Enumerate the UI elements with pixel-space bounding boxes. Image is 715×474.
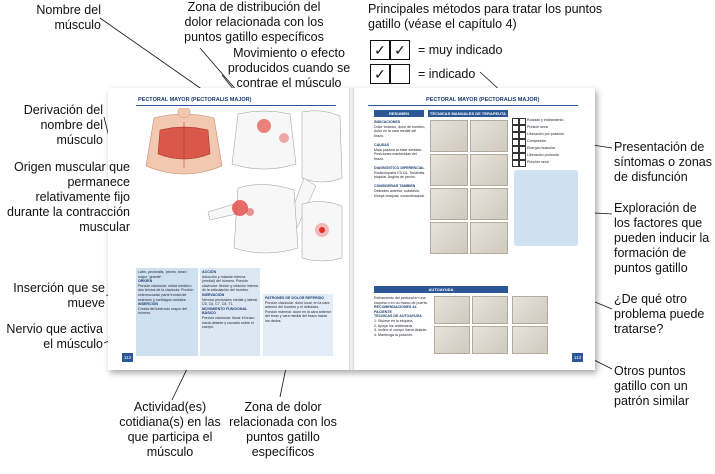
left-page [108, 88, 349, 370]
callout-insercion: Inserción que se mueve [13, 281, 105, 310]
derivacion-text: Latín, pectoralis, 'pecho, tórax'; major, 'grande'. [138, 270, 188, 279]
patrones-text: Porción clavicular: dolor local, en la cara anterior del hombro y el deltoides. Porción esternal: dolor en la cara anterior del tórax y cara medial del brazo hasta los dedos. [265, 300, 331, 323]
checklist-box [512, 139, 519, 146]
checklist-box [519, 153, 526, 160]
checklist-label: Rociado y estiramiento [527, 118, 564, 122]
anatomy-figures [134, 108, 346, 268]
checklist-label: Presión seca [527, 125, 548, 129]
checklist-box [519, 139, 526, 146]
checklist-box [512, 146, 519, 153]
insercion-text: Cresta del tubérculo mayor del húmero. [138, 306, 187, 316]
checklist-box [512, 160, 519, 167]
tecnicas-tab: TÉCNICAS MANUALES DE TERAPEUTA [429, 111, 507, 116]
muscle-figure [146, 108, 222, 174]
tecnicas-item-2: 2. Apoye los antebrazos. [374, 323, 414, 328]
callout-zona-bottom: Zona de dolor relacionada con los puntos gatillo específicos [229, 400, 337, 459]
selfhelp-photo-3 [434, 326, 470, 354]
patrones-box [263, 294, 333, 356]
tecnicas-item-3: 3. Incline el cuerpo hacia delante. [374, 328, 428, 333]
selfhelp-photo-5 [512, 296, 548, 324]
left-page-number: 112 [123, 355, 132, 360]
tecnicas-item-4: 4. Mantenga la posición. [374, 332, 413, 337]
selfhelp-photo-1 [434, 296, 470, 324]
callout-origen: Origen muscular que permanece relativamente fijo durante la contracción muscular [7, 160, 130, 234]
callout-actividades: Actividad(es) cotidiana(s) en las que participa el músculo [119, 400, 221, 459]
legend-check-box-1: ✓ [370, 40, 390, 60]
autoayuda-tab: AUTOAYUDA [374, 286, 508, 293]
callout-zona-top: Zona de distribución del dolor relacionada con los puntos gatillo específicos [184, 0, 324, 44]
checklist-box [519, 132, 526, 139]
movimiento-heading: MOVIMIENTO FUNCIONAL BÁSICO [202, 306, 248, 316]
consider-heading: CONSIDERAR TAMBIÉN [374, 184, 416, 189]
legend-check-box-2: ✓ [390, 40, 410, 60]
legend-check-box-3: ✓ [370, 64, 390, 84]
checklist-box [512, 118, 519, 125]
technique-photo-1 [430, 120, 468, 152]
legend-indicado: = indicado [418, 67, 476, 81]
legend-empty-box [390, 64, 410, 84]
callout-presentacion: Presentación de síntomas o zonas de disfunción [614, 140, 712, 184]
right-running-header: PECTORAL MAYOR (PECTORALIS MAJOR) [426, 97, 540, 103]
causas-text: Mala postura al estar sentado. Posiciones mantenidas del brazo. [374, 147, 423, 161]
right-header-rule [368, 105, 578, 106]
legend-muy-indicado: = muy indicado [418, 43, 503, 57]
patrones-heading: PATRONES DE DOLOR REFERIDO [265, 296, 324, 300]
technique-photo-3 [430, 154, 468, 186]
callout-exploracion: Exploración de los factores que pueden inducir la formación de puntos gatillo [614, 201, 710, 275]
selfhelp-photo-4 [472, 326, 508, 354]
pain-figure-3 [208, 184, 298, 253]
callout-nombre: Nombre del músculo [36, 3, 101, 32]
diagnostico-heading: DIAGNÓSTICO DIFERENCIAL [374, 165, 425, 170]
insercion-heading: INSERCIÓN [138, 302, 158, 307]
technique-photo-5 [430, 188, 468, 220]
resumen-tab: RESUMEN [374, 110, 424, 117]
callout-nervio: Nervio que activa el músculo [6, 322, 103, 351]
origen-box [136, 268, 198, 356]
left-running-header: PECTORAL MAYOR (PECTORALIS MAJOR) [138, 97, 252, 103]
checklist-label: Liberación por posición [527, 132, 564, 136]
diagnostico-text: Radiculopatía C5-C6. Tendinitis bicipital. Angina de pecho. [374, 170, 425, 180]
technique-photo-7 [430, 222, 468, 254]
callout-movimiento: Movimiento o efecto producidos cuando se contrae el músculo [227, 46, 351, 90]
indicaciones-heading: INDICACIONES [374, 120, 401, 124]
checklist-label: Energía muscular [527, 146, 556, 150]
callout-otro-problema: ¿De qué otro problema puede tratarse? [614, 292, 705, 336]
right-page-number: 113 [573, 355, 582, 360]
right-page [354, 88, 595, 370]
pain-figure-4 [302, 201, 342, 261]
checklist-box [519, 125, 526, 132]
checklist-label: Liberación profunda [527, 153, 559, 157]
technique-photo-6 [470, 188, 508, 220]
tecnicas-heading: TÉCNICAS DE AUTOAYUDA [374, 314, 422, 319]
consider-text: Deltoides anterior, subclavio, bíceps braquial, coracobraquial. [374, 188, 425, 198]
checklist-label: Punción seca [527, 160, 549, 164]
indicaciones-text: Dolor torácico, dolor de hombro, dolor en la cara medial del brazo. [374, 124, 426, 138]
causas-heading: CAUSAS [374, 142, 390, 147]
accion-heading: ACCIÓN [202, 270, 217, 274]
accion-box [200, 268, 260, 356]
callout-otros-puntos: Otros puntos gatillo con un patrón similar [614, 364, 690, 408]
checklist-box [519, 118, 526, 125]
tecnicas-item-1: 1. Sitúese en la esquina. [374, 318, 414, 323]
technique-photo-4 [470, 154, 508, 186]
technique-photo-2 [470, 120, 508, 152]
technique-photo-8 [470, 222, 508, 254]
self-help-summary-box [514, 170, 578, 246]
autoayuda-text: Estiramiento del pectoral en una esquina o en un marco de puerta. [374, 296, 428, 305]
checklist-box [512, 132, 519, 139]
checklist-box [519, 160, 526, 167]
resumen-column [374, 120, 426, 198]
inervacion-text: Nervios pectorales medial y lateral. C5, C6, C7, C8, T1. [202, 297, 258, 307]
recomend-heading: RECOMENDACIONES AL PACIENTE [374, 305, 417, 314]
accion-text: Aducción y rotación interna (medial) del húmero. Porción clavicular: flexión y rotación interna de la articulación del hombro. [202, 274, 258, 293]
pain-figure-1 [232, 111, 296, 169]
left-header-rule [136, 105, 336, 106]
inervacion-heading: INERVACIÓN [202, 292, 225, 297]
selfhelp-photo-2 [472, 296, 508, 324]
autoayuda-column [374, 296, 430, 337]
checklist-box [512, 125, 519, 132]
legend-title: Principales métodos para tratar los puntos gatillo (véase el capítulo 4) [368, 2, 603, 31]
checklist-box [519, 146, 526, 153]
checklist-box [512, 153, 519, 160]
origen-text: Porción clavicular: mitad medial o dos tercios de la clavícula. Porción esternocostal: parte frontal del esternón y cartílagos costales. [138, 283, 194, 302]
selfhelp-photo-6 [512, 326, 548, 354]
checklist-label: Compresión [527, 139, 547, 143]
movimiento-text: Porción clavicular: llevar el brazo hacia delante y cruzarlo sobre el cuerpo. [202, 315, 255, 330]
book-spread [108, 88, 595, 370]
callout-derivacion: Derivación del nombre del músculo [23, 103, 103, 147]
origen-heading: ORIGEN [138, 279, 153, 284]
